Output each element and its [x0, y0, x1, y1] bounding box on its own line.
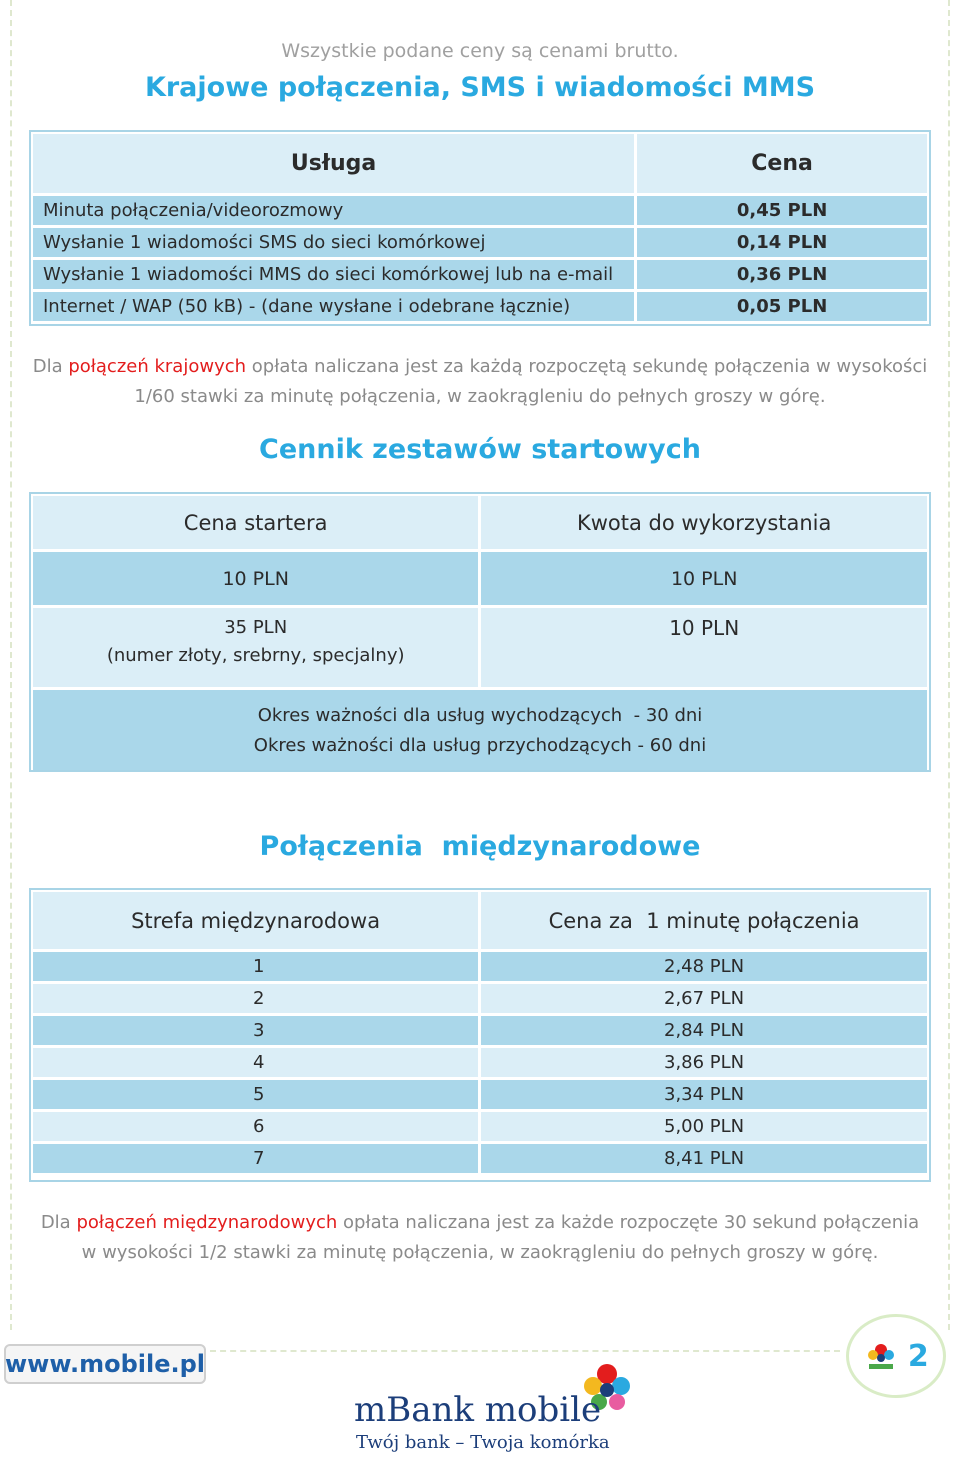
service-price: 0,05 PLN	[636, 291, 929, 323]
service-price: 0,14 PLN	[636, 227, 929, 259]
table-row	[32, 1143, 929, 1175]
note-text: opłata naliczana jest za każdą rozpoczętą sekundę połączenia w wysokości	[251, 356, 928, 377]
note-highlight: połączeń krajowych	[68, 356, 247, 377]
zone-number: 4	[32, 1047, 480, 1079]
service-name: Minuta połączenia/videorozmowy	[32, 195, 636, 227]
zone-number: 2	[32, 983, 480, 1015]
zone-number: 7	[32, 1143, 480, 1175]
validity-incoming: Okres ważności dla usług przychodzących - 60 dni	[253, 734, 707, 756]
amount: 10 PLN	[480, 607, 929, 689]
zone-number: 6	[32, 1111, 480, 1143]
header-starter-price: Cena startera	[32, 495, 480, 551]
zone-price: 2,48 PLN	[480, 951, 929, 983]
gross-prices-note: Wszystkie podane ceny są cenami brutto.	[281, 40, 679, 62]
international-price-table	[30, 889, 930, 1176]
starter-table-header	[32, 495, 929, 551]
domestic-section-title: Krajowe połączenia, SMS i wiadomości MMS	[144, 72, 816, 103]
validity-row	[32, 689, 929, 773]
table-row	[32, 259, 929, 291]
service-name: Wysłanie 1 wiadomości SMS do sieci komórkowej	[32, 227, 636, 259]
starter-price: 10 PLN	[32, 551, 480, 607]
zone-number: 1	[32, 951, 480, 983]
zone-price: 2,84 PLN	[480, 1015, 929, 1047]
note-text-line2: w wysokości 1/2 stawki za minutę połączenia, w zaokrągleniu do pełnych groszy w górę.	[81, 1242, 879, 1263]
zone-price: 3,86 PLN	[480, 1047, 929, 1079]
mbank-mobile-logo	[352, 1360, 637, 1460]
flower-icon	[863, 1338, 899, 1374]
domestic-billing-note	[30, 352, 930, 412]
note-text-line2: 1/60 stawki za minutę połączenia, w zaokrągleniu do pełnych groszy w górę.	[134, 386, 826, 407]
page-number-badge	[846, 1314, 946, 1398]
starter-price: 35 PLN	[224, 617, 288, 638]
table-row	[32, 951, 929, 983]
domestic-table-header	[32, 133, 929, 195]
international-table-header	[32, 891, 929, 951]
zone-price: 5,00 PLN	[480, 1111, 929, 1143]
service-price: 0,36 PLN	[636, 259, 929, 291]
table-row	[32, 291, 929, 323]
page-frame-left	[10, 0, 12, 1330]
starter-section-title: Cennik zestawów startowych	[259, 434, 701, 465]
amount: 10 PLN	[480, 551, 929, 607]
table-row	[32, 983, 929, 1015]
page-frame-bottom	[210, 1350, 840, 1352]
zone-number: 3	[32, 1015, 480, 1047]
logo-tagline: Twój bank – Twoja komórka	[356, 1432, 610, 1453]
zone-price: 2,67 PLN	[480, 983, 929, 1015]
table-row	[32, 227, 929, 259]
validity-outgoing: Okres ważności dla usług wychodzących - 30 dni	[257, 704, 703, 726]
service-price: 0,45 PLN	[636, 195, 929, 227]
service-name: Wysłanie 1 wiadomości MMS do sieci komórkowej lub na e-mail	[32, 259, 636, 291]
page-number: 2	[907, 1338, 929, 1374]
table-row	[32, 1079, 929, 1111]
zone-price: 3,34 PLN	[480, 1079, 929, 1111]
note-text: opłata naliczana jest za każde rozpoczęte 30 sekund połączenia	[343, 1212, 920, 1233]
table-row	[32, 607, 929, 689]
note-prefix: Dla	[40, 1212, 71, 1233]
table-row	[32, 1015, 929, 1047]
international-section-title: Połączenia międzynarodowe	[259, 831, 701, 862]
page-frame-right	[948, 0, 950, 1330]
header-service: Usługa	[32, 133, 636, 195]
service-name: Internet / WAP (50 kB) - (dane wysłane i odebrane łącznie)	[32, 291, 636, 323]
note-highlight: połączeń międzynarodowych	[76, 1212, 338, 1233]
header-zone: Strefa międzynarodowa	[32, 891, 480, 951]
table-row	[32, 195, 929, 227]
starter-price-table	[30, 493, 930, 774]
zone-price: 8,41 PLN	[480, 1143, 929, 1175]
table-row	[32, 1047, 929, 1079]
header-minute-price: Cena za 1 minutę połączenia	[480, 891, 929, 951]
table-row	[32, 551, 929, 607]
international-billing-note	[30, 1208, 930, 1268]
domestic-price-table	[30, 131, 930, 324]
website-link[interactable]: www.mobile.pl	[4, 1344, 206, 1384]
starter-price-cell	[32, 607, 480, 689]
logo-name: mBank mobile	[354, 1390, 602, 1430]
zone-number: 5	[32, 1079, 480, 1111]
header-price: Cena	[636, 133, 929, 195]
table-row	[32, 1111, 929, 1143]
header-amount: Kwota do wykorzystania	[480, 495, 929, 551]
starter-note: (numer złoty, srebrny, specjalny)	[106, 645, 405, 666]
note-prefix: Dla	[32, 356, 63, 377]
validity-cell	[32, 689, 929, 773]
